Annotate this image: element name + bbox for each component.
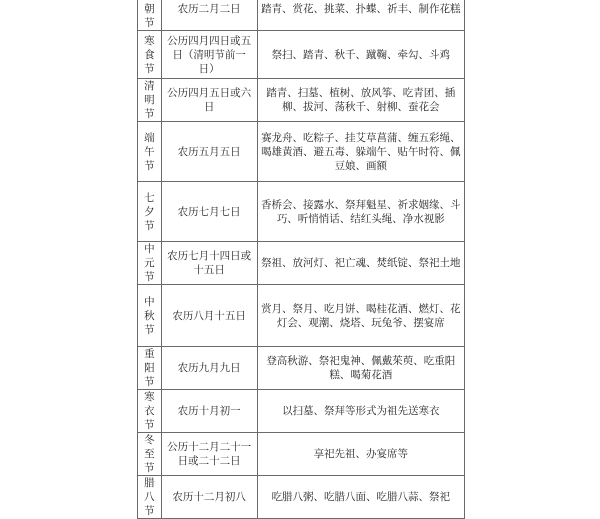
festival-date-cell: 农历七月七日 — [161, 182, 257, 242]
festival-name-cell: 中元节 — [138, 242, 162, 285]
festival-date-cell: 农历九月九日 — [161, 347, 257, 390]
table-row — [138, 0, 465, 31]
table-row — [138, 242, 465, 285]
festival-customs-cell: 登高秋游、祭祀鬼神、佩戴茱萸、吃重阳糕、喝菊花酒 — [257, 347, 464, 390]
festival-customs-cell: 赛龙舟、吃粽子、挂艾草菖蒲、缠五彩绳、喝雄黄酒、避五毒、躲端午、贴午时符、佩豆娘、画额 — [257, 122, 464, 182]
festival-date-cell: 农历七月十四日或十五日 — [161, 242, 257, 285]
festival-name-cell: 寒食节 — [138, 31, 162, 79]
festival-customs-cell: 赏月、祭月、吃月饼、喝桂花酒、燃灯、花灯会、观潮、烧塔、玩兔爷、摆宴席 — [257, 285, 464, 347]
table-row — [138, 285, 465, 347]
festival-date-cell: 农历二月二日 — [161, 0, 257, 31]
festival-name-cell: 七夕节 — [138, 182, 162, 242]
festival-name-cell: 朝节 — [138, 0, 162, 31]
festival-date-cell: 农历五月五日 — [161, 122, 257, 182]
festival-customs-cell: 踏青、扫墓、植树、放风筝、吃青团、插柳、拔河、荡秋千、射柳、蚕花会 — [257, 79, 464, 122]
festival-date-cell: 公历四月四日或五日（清明节前一日） — [161, 31, 257, 79]
table-row — [138, 476, 465, 519]
festival-customs-cell: 踏青、赏花、挑菜、扑蝶、祈丰、制作花糕 — [257, 0, 464, 31]
festival-date-cell: 公历十二月二十一日或二十二日 — [161, 433, 257, 476]
festival-customs-cell: 享祀先祖、办宴席等 — [257, 433, 464, 476]
festival-date-cell: 农历十二月初八 — [161, 476, 257, 519]
table-row — [138, 390, 465, 433]
festival-name-cell: 寒衣节 — [138, 390, 162, 433]
table-row — [138, 122, 465, 182]
festival-customs-cell: 祭祖、放河灯、祀亡魂、焚纸锭、祭祀土地 — [257, 242, 464, 285]
table-row — [138, 79, 465, 122]
festival-name-cell: 清明节 — [138, 79, 162, 122]
festival-date-cell: 农历十月初一 — [161, 390, 257, 433]
table-row — [138, 31, 465, 79]
festival-name-cell: 中秋节 — [138, 285, 162, 347]
festival-customs-cell: 祭扫、踏青、秋千、蹴鞠、牵勾、斗鸡 — [257, 31, 464, 79]
festival-date-cell: 农历八月十五日 — [161, 285, 257, 347]
festival-customs-cell: 以扫墓、祭拜等形式为祖先送寒衣 — [257, 390, 464, 433]
festival-name-cell: 端午节 — [138, 122, 162, 182]
festival-table-body — [138, 0, 465, 519]
festival-table — [137, 0, 465, 519]
table-row — [138, 182, 465, 242]
festival-name-cell: 重阳节 — [138, 347, 162, 390]
festival-name-cell: 冬至节 — [138, 433, 162, 476]
festival-date-cell: 公历四月五日或六日 — [161, 79, 257, 122]
festival-name-cell: 腊八节 — [138, 476, 162, 519]
table-row — [138, 347, 465, 390]
table-row — [138, 433, 465, 476]
festival-customs-cell: 吃腊八粥、吃腊八面、吃腊八蒜、祭祀 — [257, 476, 464, 519]
festival-customs-cell: 香桥会、接露水、祭拜魁星、祈求姻缘、斗巧、听悄悄话、结红头绳、净水视影 — [257, 182, 464, 242]
